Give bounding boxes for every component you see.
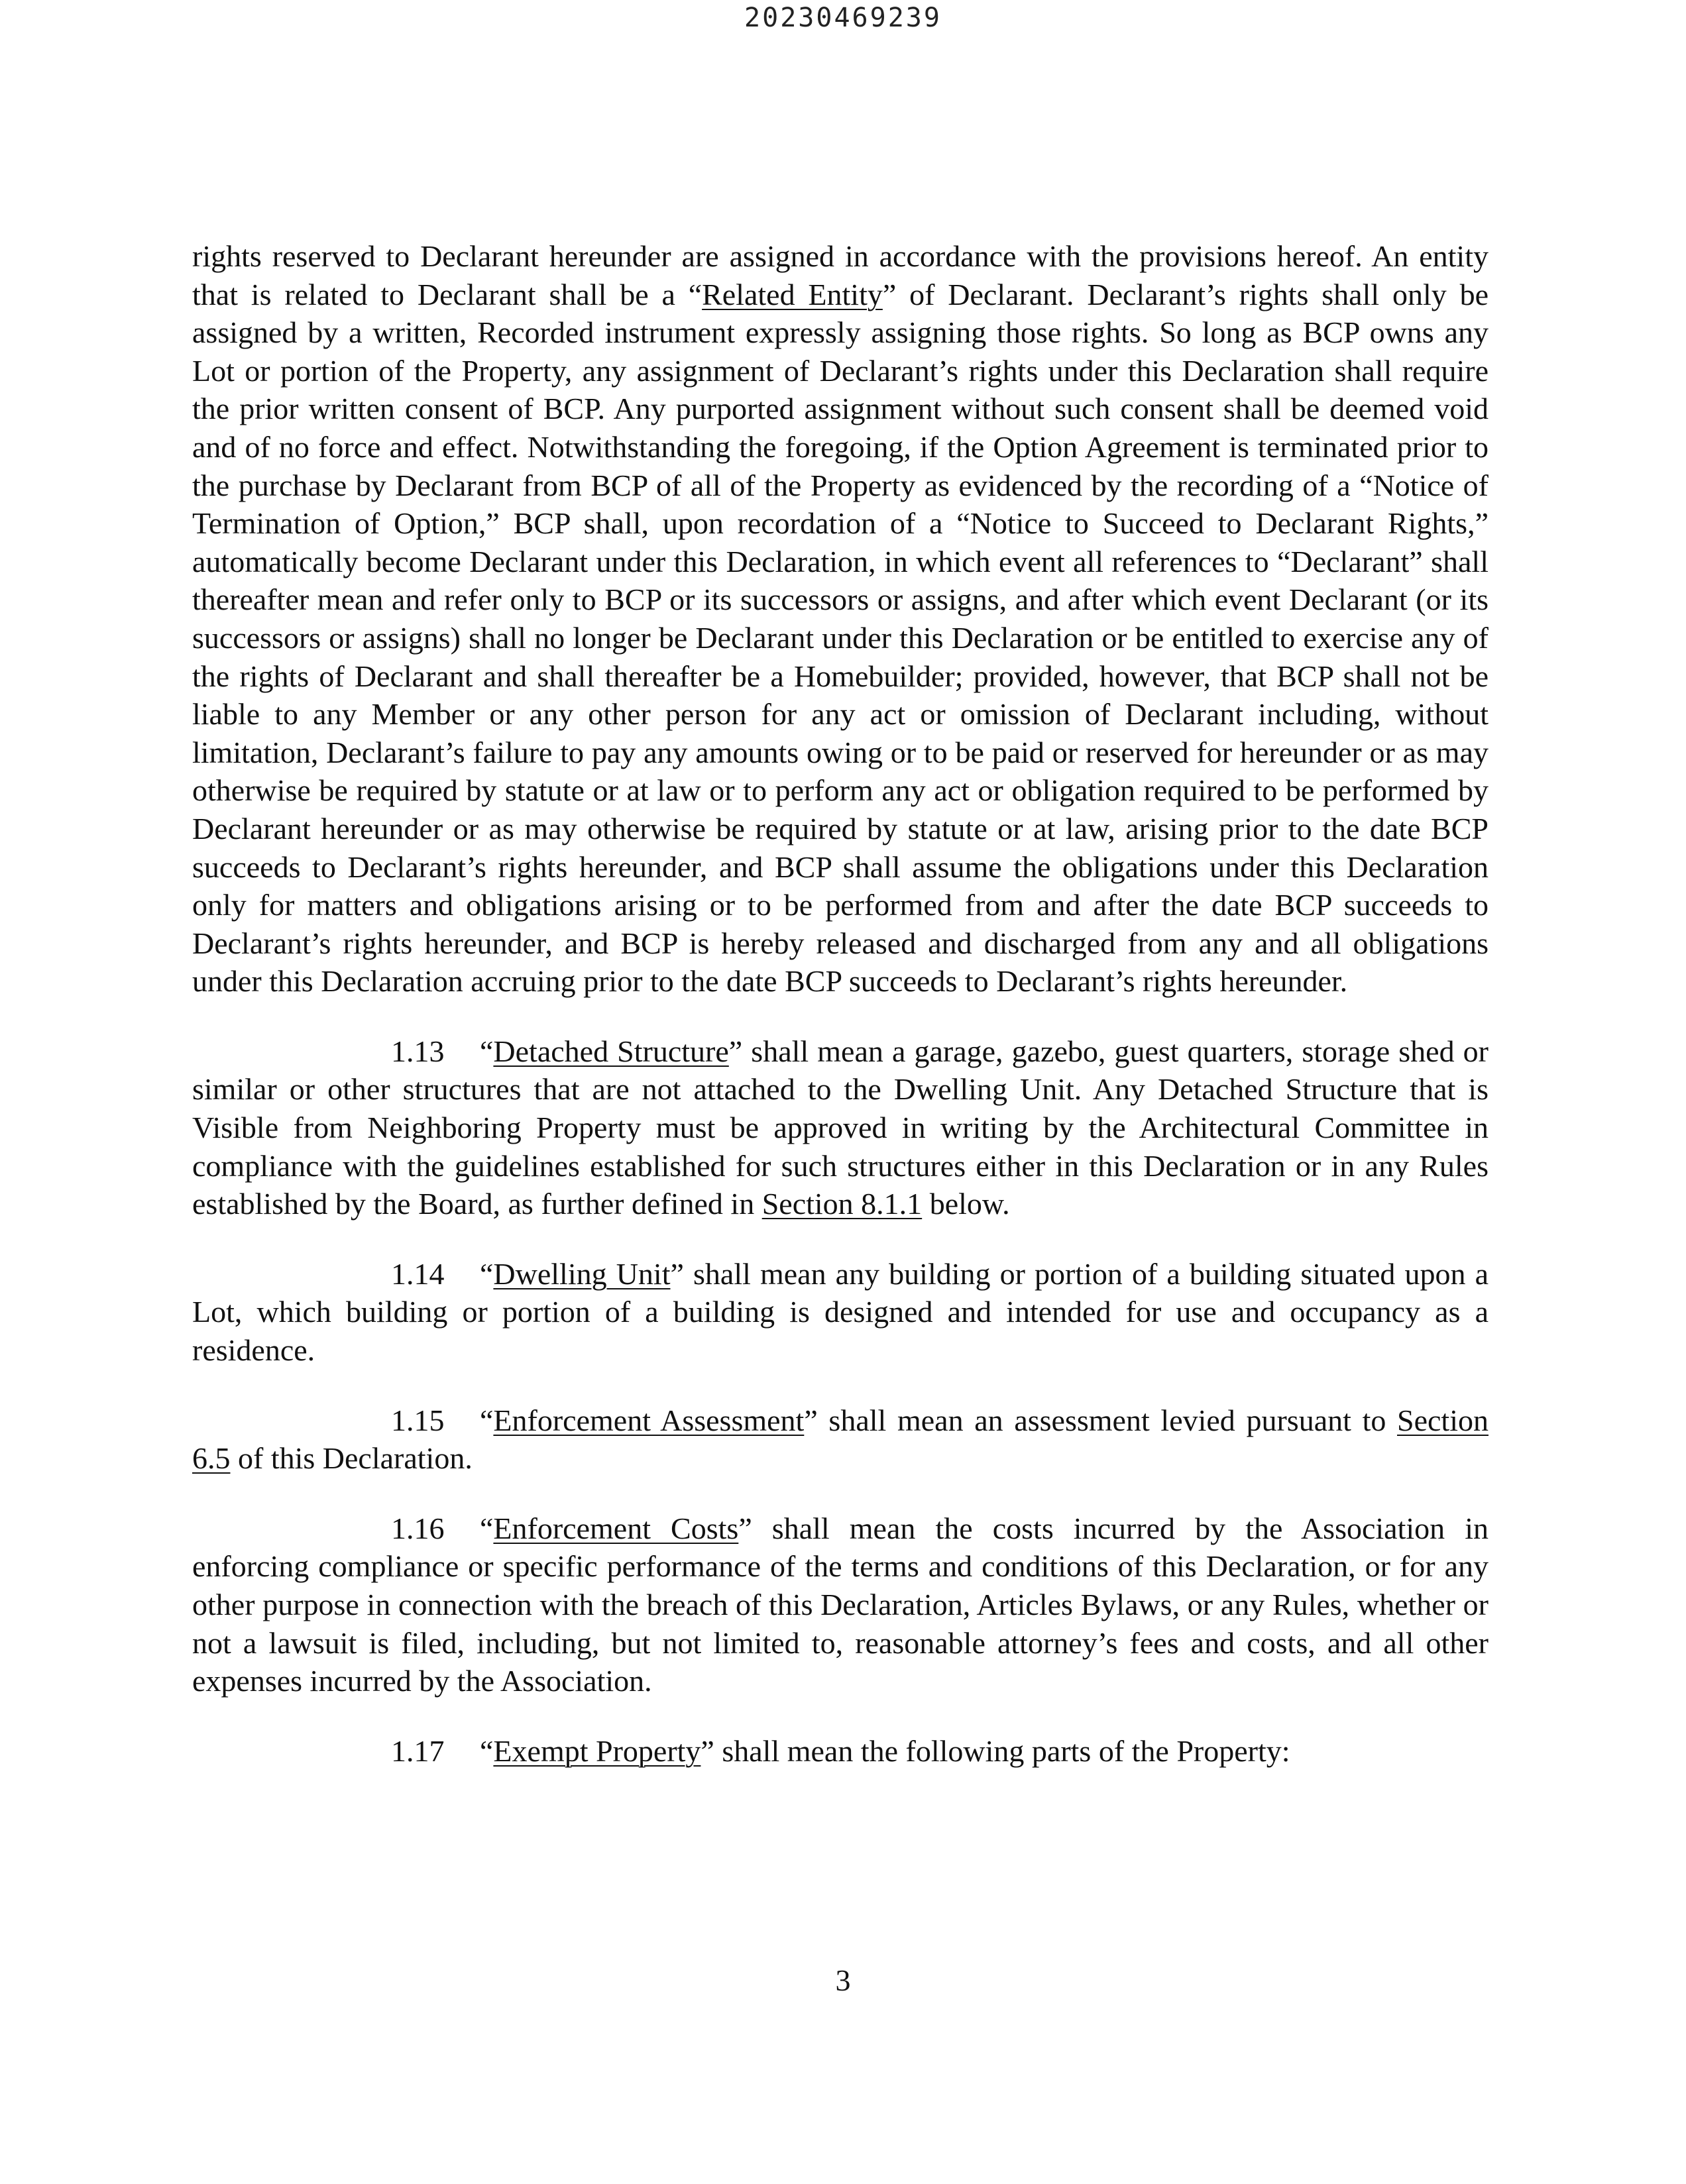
section-1-16: 1.16 “Enforcement Costs” shall mean the costs incurred by the Association in enforcing compliance or specific performance of the terms and conditions of this Declaration, or for any other purpose in connection with the breach of this Declaration, Articles Bylaws, or any Rules, whether or not a lawsuit is filed, including, but not limited to, reasonable attorney’s fees and costs, and all other expenses incurred by the Association. — [192, 1509, 1489, 1700]
defined-term-detached-structure: Detached Structure — [493, 1034, 729, 1068]
section-number: 1.16 — [391, 1511, 445, 1545]
section-text: of this Declaration. — [230, 1441, 473, 1476]
section-text: ” shall mean the costs incurred by the Association in enforcing compliance or specific performance of the terms and conditions of this Declaration, or for any other purpose in connection with the breach of this Declaration, Articles Bylaws, or any Rules, whether or not a lawsuit is filed, including, but not limited to, reasonable attorney’s fees and costs, and all other expenses incurred by the Association. — [192, 1511, 1489, 1698]
defined-term-enforcement-assessment: Enforcement Assessment — [493, 1403, 805, 1437]
paragraph-text: rights reserved to Declarant hereunder are assigned in accordance with the provisions hereof. An entity that is related to Declarant shall be a “ — [192, 239, 1489, 311]
defined-term-dwelling-unit: Dwelling Unit — [493, 1256, 671, 1291]
section-reference: Section 6.5 — [192, 1403, 1489, 1476]
section-text: ” shall mean the following parts of the Property: — [701, 1733, 1290, 1768]
section-reference: Section 8.1.1 — [761, 1187, 923, 1221]
page-number: 3 — [835, 1963, 851, 1997]
section-text: ” shall mean an assessment levied pursuant to — [804, 1403, 1398, 1437]
section-number: 1.17 — [391, 1733, 445, 1768]
section-number: 1.15 — [391, 1403, 445, 1437]
recording-number: 20230469239 — [744, 3, 942, 33]
document-body — [192, 237, 1489, 1770]
section-text: ” shall mean a garage, gazebo, guest quarters, storage shed or similar or other structures that are not attached to the Dwelling Unit. Any Detached Structure that is Visible from Neighboring Property must be approved in writing by the Architectural Committee in compliance with the guidelines established for such structures either in this Declaration or in any Rules established by the Board, as further defined in — [192, 1034, 1489, 1221]
section-1-14: 1.14 “Dwelling Unit” shall mean any building or portion of a building situated upon a Lot, which building or portion of a building is designed and intended for use and occupancy as a residence. — [192, 1255, 1489, 1370]
section-text: below. — [922, 1187, 1010, 1221]
section-number: 1.13 — [391, 1034, 445, 1068]
section-1-17: 1.17 “Exempt Property” shall mean the following parts of the Property: — [192, 1732, 1489, 1771]
section-number: 1.14 — [391, 1256, 445, 1291]
defined-term-related-entity: Related Entity — [702, 277, 883, 311]
defined-term-exempt-property: Exempt Property — [493, 1733, 701, 1768]
continuation-paragraph — [192, 237, 1489, 1001]
section-text: ” shall mean any building or portion of a building situated upon a Lot, which building or portion of a building is designed and intended for use and occupancy as a residence. — [192, 1256, 1489, 1368]
section-1-15: 1.15 “Enforcement Assessment” shall mean an assessment levied pursuant to Section 6.5 of this Declaration. — [192, 1401, 1489, 1478]
section-1-13: 1.13 “Detached Structure” shall mean a garage, gazebo, guest quarters, storage shed or similar or other structures that are not attached to the Dwelling Unit. Any Detached Structure that is Visible from Neighboring Property must be approved in writing by the Architectural Committee in compliance with the guidelines established for such structures either in this Declaration or in any Rules established by the Board, as further defined in Section 8.1.1 below. — [192, 1032, 1489, 1223]
defined-term-enforcement-costs: Enforcement Costs — [493, 1511, 739, 1545]
paragraph-text: ” of Declarant. Declarant’s rights shall only be assigned by a written, Recorded instrument expressly assigning those rights. So long as BCP owns any Lot or portion of the Property, any assignment of Declarant’s rights under this Declaration shall require the prior written consent of BCP. Any purported assignment without such consent shall be deemed void and of no force and effect. Notwithstanding the foregoing, if the Option Agreement is terminated prior to the purchase by Declarant from BCP of all of the Property as evidenced by the recording of a “Notice of Termination of Option,” BCP shall, upon recordation of a “Notice to Succeed to Declarant Rights,” automatically become Declarant under this Declaration, in which event all references to “Declarant” shall thereafter mean and refer only to BCP or its successors or assigns, and after which event Declarant (or its successors or assigns) shall no longer be Declarant under this Declaration or be entitled to exercise any of the rights of Declarant and shall thereafter be a Homebuilder; provided, however, that BCP shall not be liable to any Member or any other person for any act or omission of Declarant including, without limitation, Declarant’s failure to pay any amounts owing or to be paid or reserved for hereunder or as may otherwise be required by statute or at law or to perform any act or obligation required to be performed by Declarant hereunder or as may otherwise be required by statute or at law, arising prior to the date BCP succeeds to Declarant’s rights hereunder, and BCP shall assume the obligations under this Declaration only for matters and obligations arising or to be performed from and after the date BCP succeeds to Declarant’s rights hereunder, and BCP is hereby released and discharged from any and all obligations under this Declaration accruing prior to the date BCP succeeds to Declarant’s rights hereunder. — [192, 277, 1489, 999]
